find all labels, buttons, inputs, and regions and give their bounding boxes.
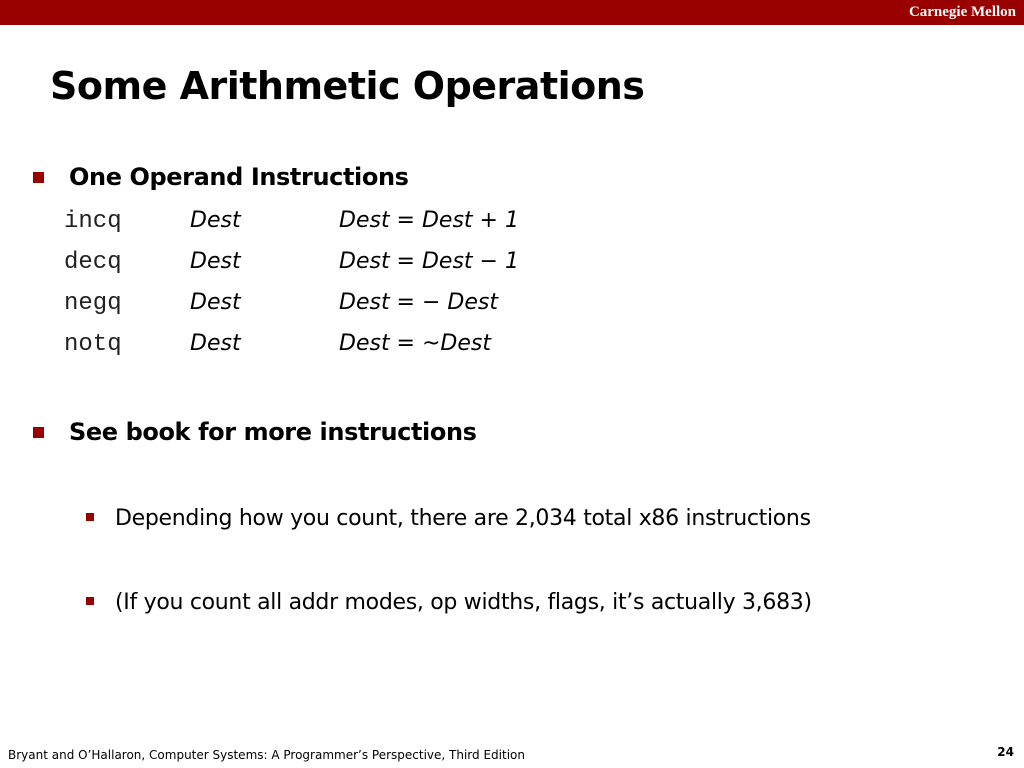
- sub-bullet-text: Depending how you count, there are 2,034 total x86 instructions: [115, 506, 811, 531]
- sub-bullet-full-count: [86, 590, 812, 615]
- instruction-effect: Dest = Dest + 1: [339, 208, 519, 233]
- instruction-effect: Dest = − Dest: [339, 290, 498, 315]
- instruction-effect: Dest = Dest − 1: [339, 249, 519, 274]
- instruction-operand: Dest: [190, 290, 241, 315]
- instruction-effect: Dest = ~Dest: [339, 331, 491, 356]
- sub-bullet-text: (If you count all addr modes, op widths, flags, it’s actually 3,683): [115, 590, 812, 615]
- instruction-mnemonic: decq: [64, 249, 122, 276]
- instruction-mnemonic: notq: [64, 331, 122, 358]
- slide-title: Some Arithmetic Operations: [50, 64, 645, 108]
- page-number: 24: [997, 745, 1014, 759]
- square-bullet-icon: [86, 513, 94, 521]
- brand-name: Carnegie Mellon: [908, 4, 1016, 20]
- bullet-text: One Operand Instructions: [69, 163, 409, 191]
- sub-bullet-instruction-count: [86, 506, 811, 531]
- instruction-operand: Dest: [190, 208, 241, 233]
- top-banner: [0, 0, 1024, 25]
- square-bullet-icon: [33, 427, 44, 438]
- footer-citation: Bryant and O’Hallaron, Computer Systems: A Programmer’s Perspective, Third Edition: [8, 748, 525, 762]
- instruction-mnemonic: incq: [64, 208, 122, 235]
- instruction-row: [64, 331, 664, 361]
- instruction-row: [64, 249, 664, 279]
- bullet-one-operand: [33, 163, 409, 191]
- instruction-row: [64, 290, 664, 320]
- bullet-see-book: [33, 418, 477, 446]
- instruction-mnemonic: negq: [64, 290, 122, 317]
- square-bullet-icon: [86, 597, 94, 605]
- instruction-row: [64, 208, 664, 238]
- instruction-operand: Dest: [190, 249, 241, 274]
- bullet-text: See book for more instructions: [69, 418, 477, 446]
- square-bullet-icon: [33, 172, 44, 183]
- instruction-operand: Dest: [190, 331, 241, 356]
